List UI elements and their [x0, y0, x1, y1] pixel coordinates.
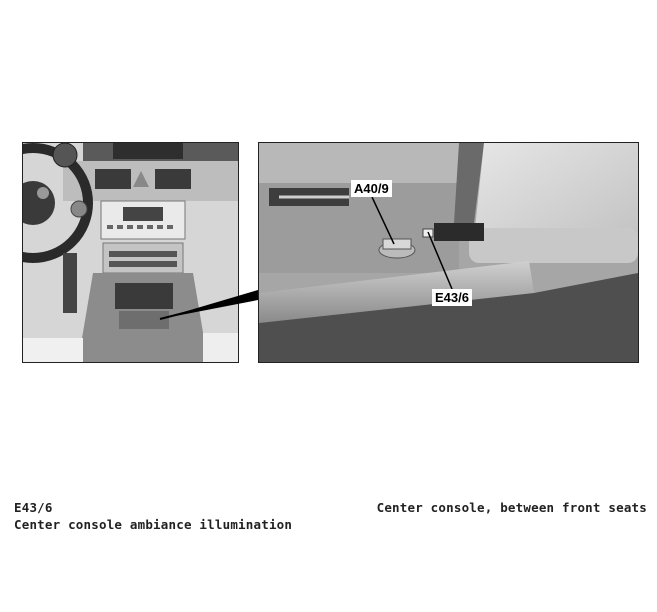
dashboard-illustration: [23, 143, 238, 362]
component-description: Center console ambiance illumination: [14, 517, 293, 532]
callout-e43-6: E43/6: [432, 289, 472, 306]
component-code: E43/6: [14, 500, 53, 515]
component-location: Center console, between front seats: [376, 500, 647, 515]
armrest-illustration: [259, 143, 638, 362]
callout-a40-9: A40/9: [351, 180, 392, 197]
detail-photo: [258, 142, 639, 363]
overview-photo: [22, 142, 239, 363]
